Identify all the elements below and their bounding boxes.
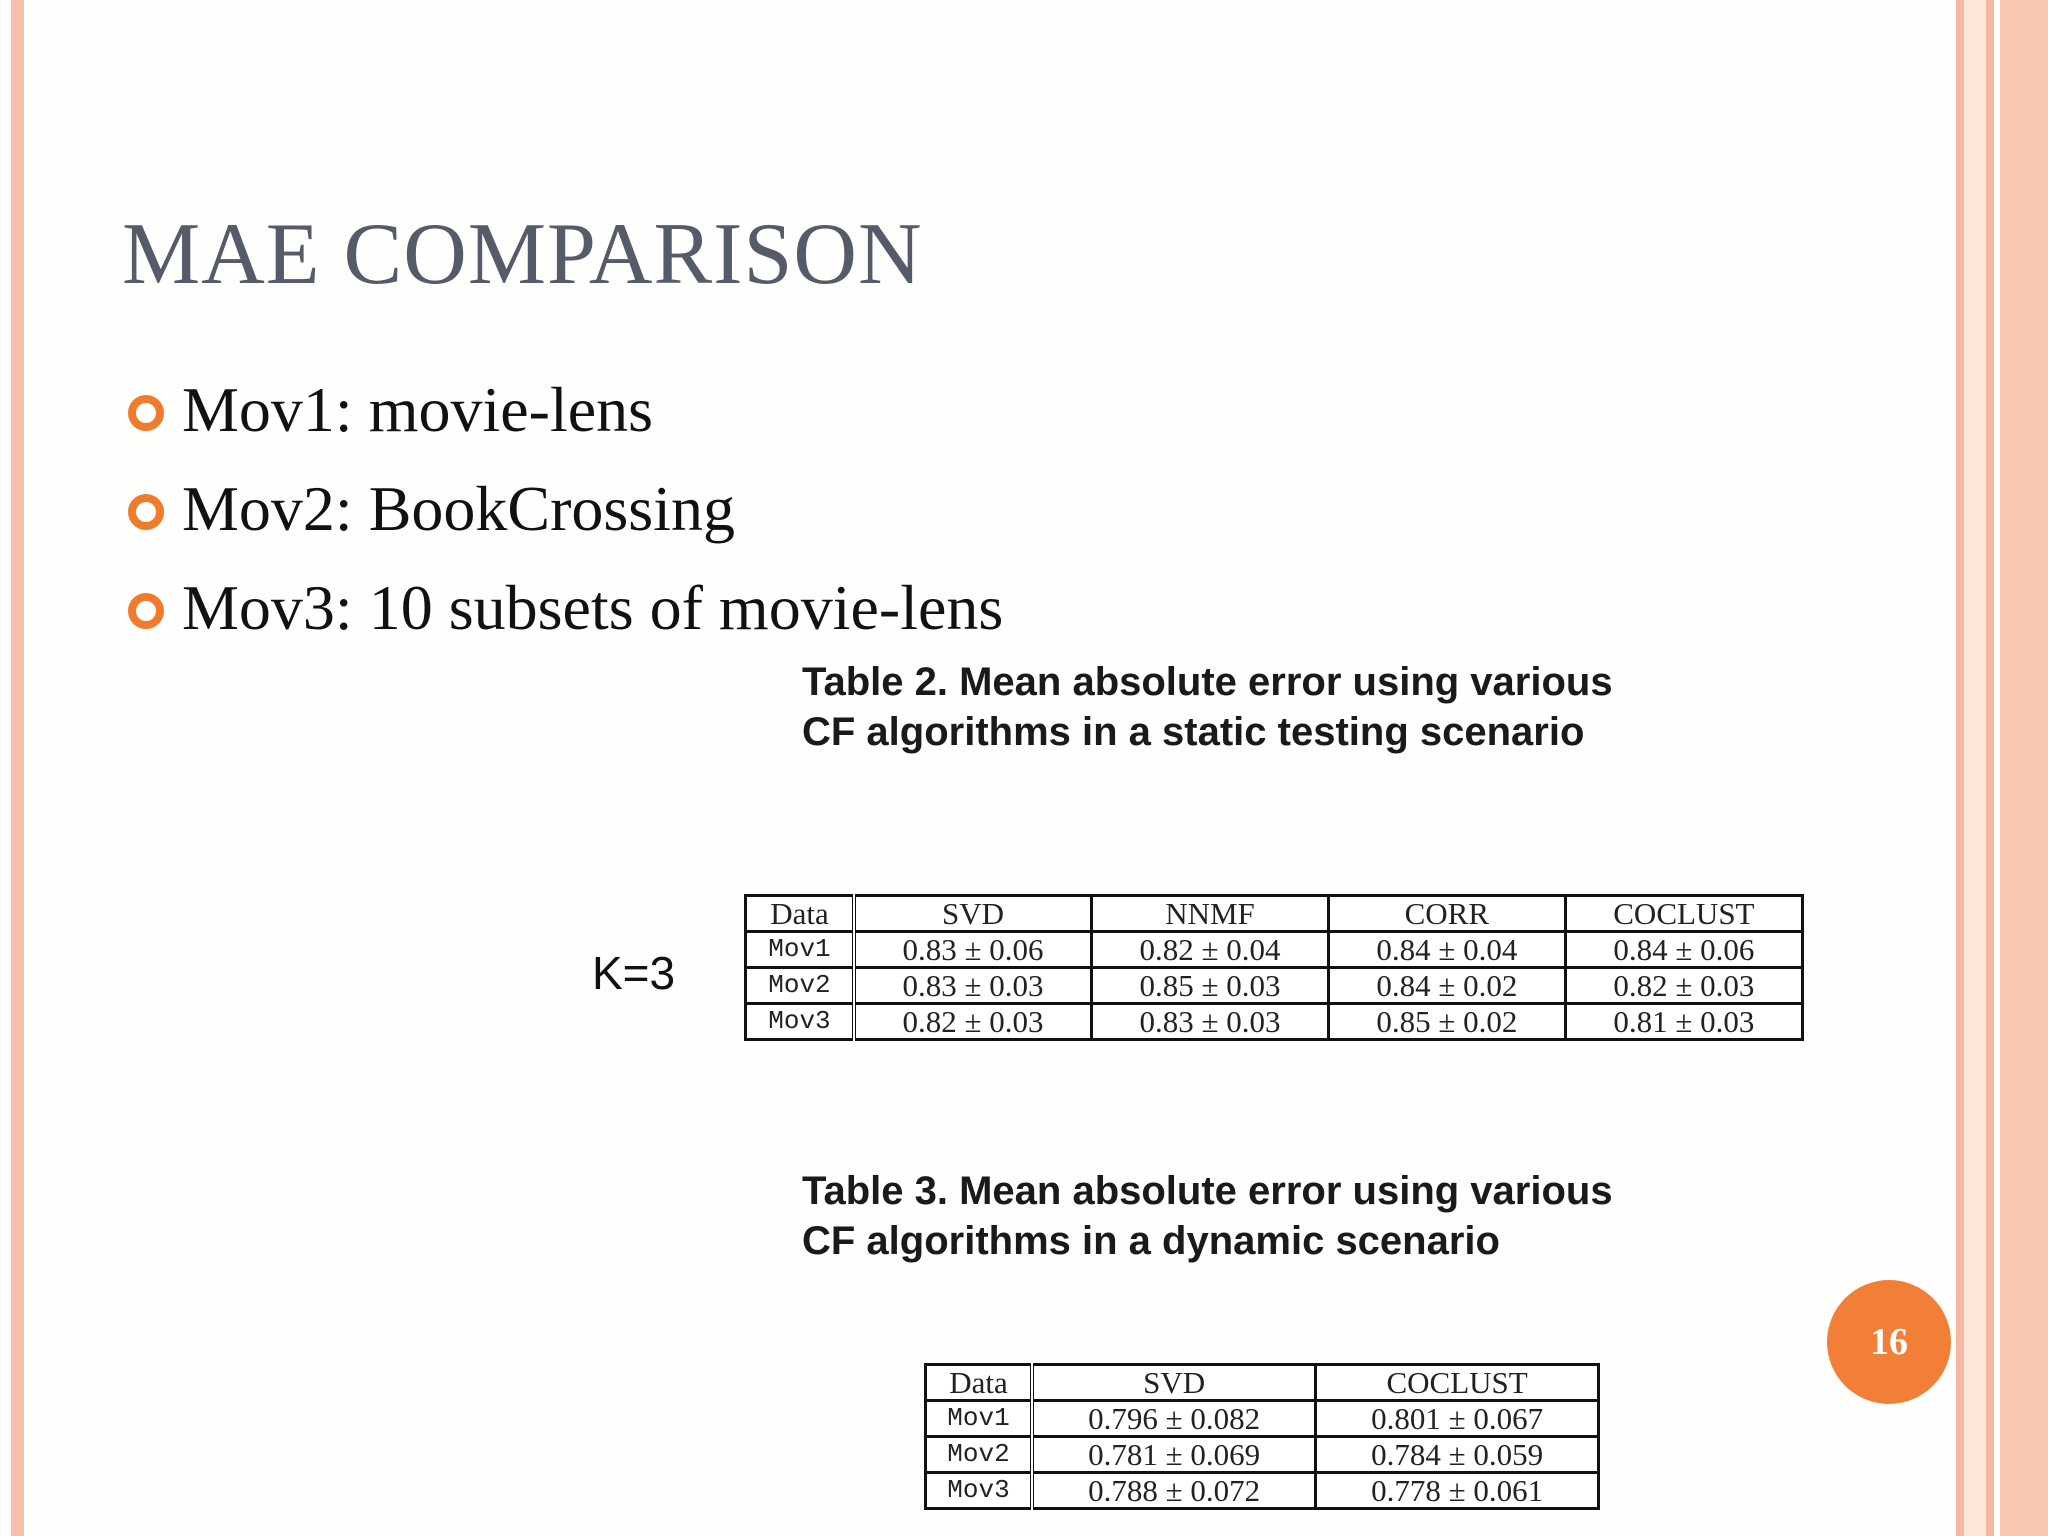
table-cell: Mov2 (926, 1437, 1033, 1473)
table2-caption (802, 657, 1613, 757)
table-cell: Mov1 (926, 1401, 1033, 1437)
left-border-stripe (11, 0, 24, 1536)
table-cell: 0.82 ± 0.03 (1565, 968, 1802, 1004)
ring-bullet-icon (128, 593, 164, 629)
table-cell: Mov3 (746, 1004, 854, 1040)
slide-title: MAE COMPARISON (122, 206, 923, 303)
table-cell: 0.778 ± 0.061 (1316, 1473, 1599, 1509)
table2-caption-line1: Table 2. Mean absolute error using various (802, 660, 1613, 704)
table-cell: 0.82 ± 0.03 (854, 1004, 1092, 1040)
table2 (744, 894, 1804, 1041)
table-cell: 0.85 ± 0.02 (1328, 1004, 1565, 1040)
bullet-text: Mov2: BookCrossing (182, 473, 735, 544)
table-cell: Mov3 (926, 1473, 1033, 1509)
table-cell: 0.82 ± 0.04 (1092, 932, 1329, 968)
table-cell: 0.84 ± 0.06 (1565, 932, 1802, 968)
table3-header-svd: SVD (1032, 1365, 1316, 1401)
table-row (746, 932, 1803, 968)
bullet-text: Mov3: 10 subsets of movie-lens (182, 572, 1004, 643)
table-cell: 0.85 ± 0.03 (1092, 968, 1329, 1004)
right-border-stripe-outer (2000, 0, 2048, 1536)
table2-header-corr: CORR (1328, 896, 1565, 932)
table-row (926, 1401, 1599, 1437)
table-row (926, 1437, 1599, 1473)
table-cell: 0.781 ± 0.069 (1032, 1437, 1316, 1473)
table3-caption (802, 1166, 1613, 1266)
table3-header-data: Data (926, 1365, 1033, 1401)
table-row (746, 1004, 1803, 1040)
table-cell: 0.801 ± 0.067 (1316, 1401, 1599, 1437)
table-cell: 0.784 ± 0.059 (1316, 1437, 1599, 1473)
bullet-text: Mov1: movie-lens (182, 374, 654, 445)
table-cell: 0.84 ± 0.02 (1328, 968, 1565, 1004)
table-row (926, 1473, 1599, 1509)
table2-caption-line2: CF algorithms in a static testing scenario (802, 710, 1585, 754)
table2-header-data: Data (746, 896, 854, 932)
table3-header-row (926, 1365, 1599, 1401)
table-cell: Mov1 (746, 932, 854, 968)
table-cell: 0.83 ± 0.06 (854, 932, 1092, 968)
page-number-badge: 16 (1827, 1280, 1951, 1404)
table3-caption-line1: Table 3. Mean absolute error using various (802, 1169, 1613, 1213)
ring-bullet-icon (128, 494, 164, 530)
table-row (746, 968, 1803, 1004)
right-border-stripe-light (1964, 0, 1986, 1536)
table-cell: 0.84 ± 0.04 (1328, 932, 1565, 968)
table-cell: 0.788 ± 0.072 (1032, 1473, 1316, 1509)
table-cell: 0.796 ± 0.082 (1032, 1401, 1316, 1437)
ring-bullet-icon (128, 395, 164, 431)
right-border-stripe (1956, 0, 1964, 1536)
k-label: K=3 (592, 947, 676, 999)
table2-header-row (746, 896, 1803, 932)
table-cell: 0.81 ± 0.03 (1565, 1004, 1802, 1040)
right-border-stripe (1986, 0, 1994, 1536)
table2-header-coclust: COCLUST (1565, 896, 1802, 932)
table3 (924, 1363, 1600, 1510)
table2-header-svd: SVD (854, 896, 1092, 932)
table-cell: 0.83 ± 0.03 (1092, 1004, 1329, 1040)
table3-caption-line2: CF algorithms in a dynamic scenario (802, 1219, 1500, 1263)
table2-header-nnmf: NNMF (1092, 896, 1329, 932)
table-cell: Mov2 (746, 968, 854, 1004)
table-cell: 0.83 ± 0.03 (854, 968, 1092, 1004)
table3-header-coclust: COCLUST (1316, 1365, 1599, 1401)
